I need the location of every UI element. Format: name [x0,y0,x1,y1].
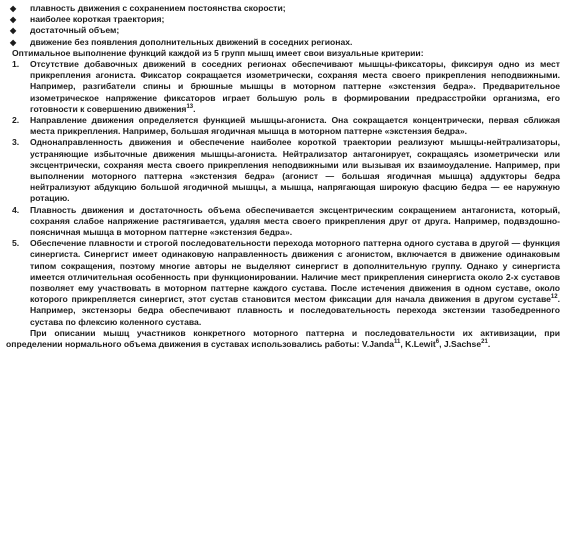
footnote-ref: 21 [481,339,488,346]
author-ref: V.Janda [361,339,395,350]
muscle-groups-numbered-list [6,59,560,328]
diamond-bullet-icon: ◆ [10,37,17,47]
criteria-bullet-list [6,3,560,48]
diamond-bullet-icon: ◆ [10,4,17,13]
list-item: 1. Отсутствие добавочных движений в соседних регионах обеспечивают мышцы-фиксаторы, фиксируя одно из мест прикрепления агониста. Фиксатор сокращается изометрически, сохраняя места своего прикрепления неподвижными. Например, разгибатели спины и брюшные мышцы в моторном паттерне «экстензия бедра». Предварительное изометрическое напряжение фиксаторов играет большую роль в формировании предрасстройки организма, его готовности к совершению движения$^{13}$. [12,59,560,114]
list-item [6,205,560,239]
footnote-ref: 12 [550,294,558,301]
list-item [6,137,560,204]
closing-paragraph: При описании мышц участников конкретного моторного паттерна и последовательности их активизации, при определении нормального объема движения в суставах использовались работы: V.Janda$^{11}$, K.Lewit$^6$, J.Sachse$^{21}$. [6,327,560,350]
author-ref: K.Lewit [405,339,436,350]
item-number: 2. [12,115,20,126]
list-item: ◆ достаточный объем; [10,25,120,36]
footnote-ref: 13 [186,103,194,110]
item-number: 1. [12,59,20,70]
item-text: Однонаправленность движения и обеспечение наиболее короткой траектории реализуют мышцы-нейтрализаторы, устраняющие избыточные движения мышцы-агониста. Нейтрализатор антагонирует, сокращаясь изометрически или эксцентрически, сохраняя места своего прикрепления неподвижными или вызывая их взаимоудаление. Например, при выполнении моторного паттерна «экстензия бедра» (агонист — большая ягодичная мышца) аддукторы бедра нейтрализуют абдукцию большой ягодичной мышцы, а мышца, напрягающая широкую фасцию бедра — ее наружную ротацию. [30,137,560,204]
item-number: 3. [12,137,20,148]
list-item: ◆ наиболее короткая траектория; [10,14,165,25]
item-number: 5. [12,238,20,249]
item-text: Направление движения определяется функцией мышцы-агониста. Она сокращается концентрически, первая сближая места прикрепления. Например, большая ягодичная мышца в моторном паттерне «экстензия бедра». [30,115,560,137]
list-item [6,115,560,137]
item-text: Отсутствие добавочных движений в соседних регионах обеспечивают мышцы-фиксаторы, фиксируя одно из мест прикрепления агониста. Фиксатор сокращается изометрически, сохраняя места своего прикрепления неподвижными. Например, разгибатели спины и брюшные мышцы в моторном паттерне «экстензия бедра». Предварительное изометрическое напряжение фиксаторов играет большую роль в формировании предрасстройки организма, его готовности к совершению движения [30,59,560,114]
footnote-ref: 6 [435,339,440,346]
item-number: 4. [12,204,20,215]
list-item: ◆ движение без появления дополнительных движений в соседних регионах. [10,36,353,47]
list-item: ◆ плавность движения с сохранением постоянства скорости; [10,3,286,13]
diamond-bullet-icon: ◆ [10,26,17,36]
item-text: Плавность движения и достаточность объема обеспечивается эксцентрическим сокращением антагониста, который, сохраняя слабое напряжение растягивается, удаляя места своего прикрепления друг от друга. Например, подвздошно-поясничная мышца в моторном паттерне «экстензия бедра». [30,204,560,238]
list-item: 5. Обеспечение плавности и строгой последовательности перехода моторного паттерна одного сустава в другой — функция синергиста. Синергист имеет одинаковую направленность движения с агонистом, включается в движение одинаковым типом сокращения, поэтому многие авторы не выделяют синергист в дополнительную группу. Однако у синергиста имеется отличительная особенность при функционировании. Наличие мест прикрепления синергиста около 2-х суставов позволяет ему участвовать в моторном паттерне каждого сустава. После истечения движения в одном суставе, около которого прикрепляется синергист, этот сустав становится местом фиксации для начала движения в другом суставе$^{12}$. Например, экстензоры бедра обеспечивают плавность и последовательность перехода экстензии тазобедренного сустава по флексию коленного сустава. [12,238,560,327]
diamond-bullet-icon: ◆ [10,15,17,25]
intro-paragraph: Оптимальное выполнение функций каждой из 5 групп мышц имеет свои визуальные критерии: [12,47,424,58]
item-text: Обеспечение плавности и строгой последовательности перехода моторного паттерна одного сустава в другой — функция синергиста. Синергист имеет одинаковую направленность движения с агонистом, включается в движение одинаковым типом сокращения, поэтому многие авторы не выделяют синергист в дополнительную группу. Однако у синергиста имеется отличительная особенность при функционировании. Наличие мест прикрепления синергиста около 2-х суставов позволяет ему участвовать в моторном паттерне каждого сустава. После истечения движения в одном суставе, около которого прикрепляется синергист, этот сустав становится местом фиксации для начала движения в другом суставе [30,238,560,305]
author-ref: J.Sachse [443,339,482,350]
footnote-ref: 11 [394,339,401,346]
